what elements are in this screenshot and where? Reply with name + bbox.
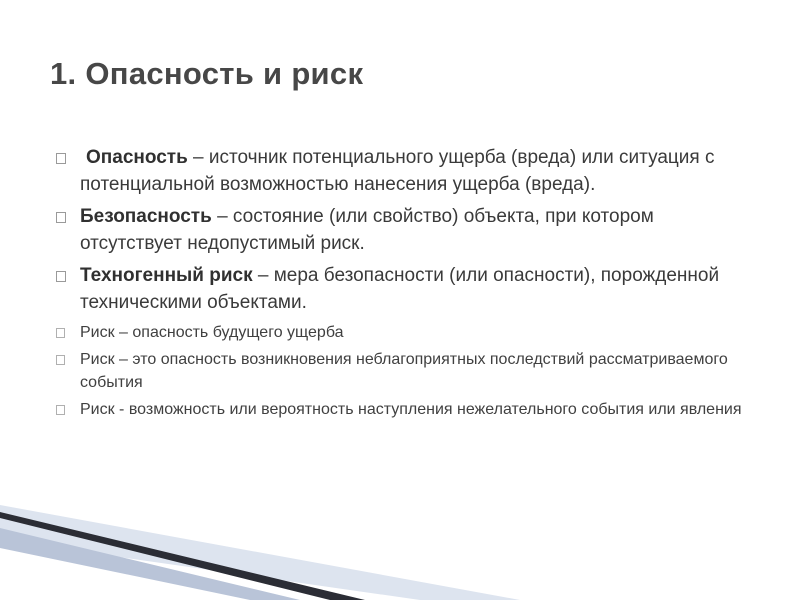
bullet-square-icon	[56, 153, 66, 164]
term-safety: Безопасность	[80, 206, 212, 227]
definition-safety: – состояние (или свойство) объекта, при котором отсутствует недопустимый риск.	[80, 206, 654, 254]
definition-technogenic-risk: – мера безопасности (или опасности), порожденной техническими объектами.	[80, 265, 720, 313]
list-item	[56, 144, 756, 198]
list-item	[56, 321, 756, 344]
bullet-square-icon	[56, 271, 66, 282]
bullet-square-icon	[56, 328, 65, 338]
list-item	[56, 348, 756, 394]
risk-definition-3: Риск - возможность или вероятность наступления нежелательного события или явления	[80, 401, 742, 418]
risk-definition-1: Риск – опасность будущего ущерба	[80, 324, 344, 341]
risk-definition-2: Риск – это опасность возникновения неблагоприятных последствий рассматриваемого события	[80, 351, 728, 391]
bullet-square-icon	[56, 355, 65, 365]
title-number: 1.	[50, 56, 77, 91]
slide-title	[50, 56, 363, 92]
bullet-list	[56, 144, 756, 425]
definition-danger: – источник потенциального ущерба (вреда) или ситуация с потенциальной возможностью нанесения ущерба (вреда).	[80, 147, 715, 195]
bullet-square-icon	[56, 212, 66, 223]
title-text: Опасность и риск	[85, 56, 364, 91]
bullet-square-icon	[56, 405, 65, 415]
list-item	[56, 398, 756, 421]
list-item	[56, 262, 756, 316]
term-technogenic-risk: Техногенный риск	[80, 265, 253, 286]
list-item	[56, 203, 756, 257]
term-danger: Опасность	[86, 147, 188, 168]
